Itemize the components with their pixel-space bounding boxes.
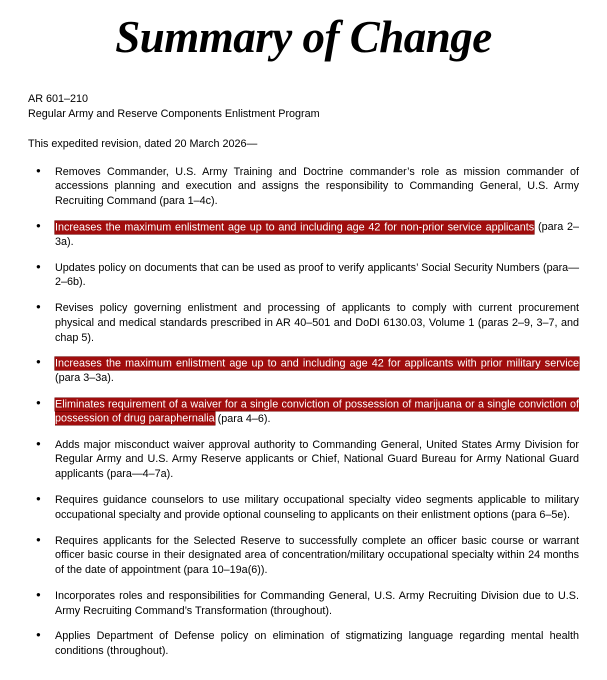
body-text: Requires guidance counselors to use military occupational specialty video segments applicable to military occupational specialty and provide optional counseling to applicants on their enlistment options (para 6–5e). xyxy=(55,493,579,521)
list-item xyxy=(28,629,579,659)
list-item xyxy=(28,301,579,345)
revision-intro: This expedited revision, dated 20 March 2026— xyxy=(28,138,258,151)
body-text: Removes Commander, U.S. Army Training and Doctrine commander’s role as mission commander of accessions planning and execution and assigns the responsibility to Commanding General, U.S. Army Recruiting Command (para 1–4c). xyxy=(55,165,579,208)
body-text: (para 3–3a). xyxy=(55,372,114,385)
list-item xyxy=(28,397,579,427)
list-item xyxy=(28,356,579,386)
highlighted-text: Eliminates requirement of a waiver for a single conviction of possession of marijuana or a single conviction of possession of drug paraphernalia xyxy=(55,398,579,425)
body-text: Revises policy governing enlistment and processing of applicants to comply with current procurement physical and medical standards prescribed in AR 40–501 and DoDI 6130.03, Volume 1 (paras 2–9, 3–7, and chap 5). xyxy=(55,302,579,344)
list-item xyxy=(28,438,579,482)
body-text: Updates policy on documents that can be used as proof to verify applicants’ Social Security Numbers (para—2–6b). xyxy=(55,261,579,289)
body-text: Requires applicants for the Selected Reserve to successfully complete an officer basic course or warrant officer basic course in their designated area of concentration/military occupational specialty within 24 months of the date of appointment (para 10–19a(6)). xyxy=(55,534,579,577)
list-item xyxy=(28,493,579,523)
document-meta xyxy=(28,92,579,123)
list-item xyxy=(28,165,579,209)
highlighted-text: Increases the maximum enlistment age up to and including age 42 for non-prior service applicants xyxy=(55,221,535,234)
highlighted-text: Increases the maximum enlistment age up to and including age 42 for applicants with prior military service xyxy=(55,357,579,370)
body-text: Applies Department of Defense policy on elimination of stigmatizing language regarding mental health conditions (throughout). xyxy=(55,630,579,658)
page-title: Summary of Change xyxy=(115,12,492,62)
regulation-name: Regular Army and Reserve Components Enlistment Program xyxy=(28,108,320,121)
body-text: Incorporates roles and responsibilities for Commanding General, U.S. Army Recruiting Division due to U.S. Army Recruiting Command’s Transformation (throughout). xyxy=(55,589,579,617)
list-item xyxy=(28,261,579,291)
change-list xyxy=(28,165,579,659)
body-text: (para 2–3a). xyxy=(55,221,579,248)
list-item xyxy=(28,589,579,619)
list-item xyxy=(28,220,579,250)
list-item xyxy=(28,534,579,578)
body-text: (para 4–6). xyxy=(214,412,271,425)
body-text: Adds major misconduct waiver approval authority to Commanding General, United States Army Division for Regular Army and U.S. Army Reserve applicants or Chief, National Guard Bureau for Army National Guard applicants (para—4–7a). xyxy=(55,438,579,481)
regulation-number: AR 601–210 xyxy=(28,92,89,105)
